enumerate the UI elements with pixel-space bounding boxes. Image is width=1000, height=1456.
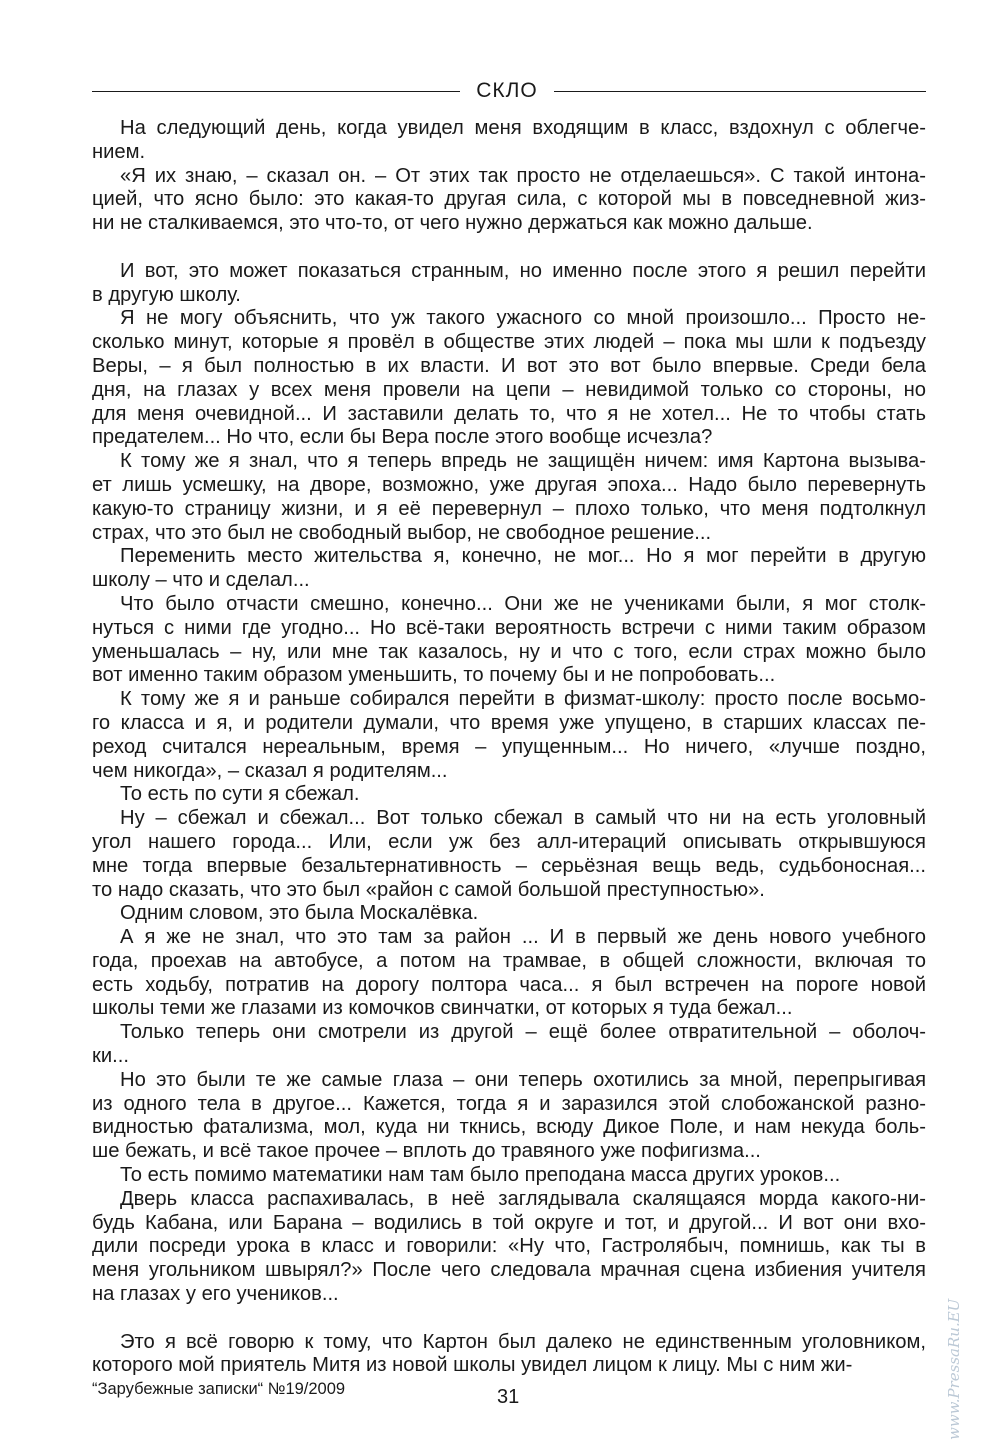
text-line: сколько минут, которые я провёл в обществе этих людей – пока мы шли к подъезду: [92, 331, 926, 354]
paragraph: [92, 117, 926, 165]
text-line: уменьшалась – ну, или мне так казалось, ну и что с того, если страх можно было: [92, 640, 926, 663]
text-line: страх, что это был не свободный выбор, не свободное решение...: [92, 521, 712, 544]
text-line: ет лишь усмешку, на дворе, возможно, уже другая эпоха... Надо было перевернуть: [92, 473, 926, 496]
paragraph: [92, 450, 926, 545]
text-line: А я же не знал, что это там за район ... И в первый же день нового учебного: [120, 926, 926, 949]
paragraph: [92, 1069, 926, 1164]
text-line: будь Кабана, или Барана – водились в той округе и тот, и другой... И вот они вхо-: [92, 1211, 926, 1234]
watermark: www.PressaRu.EU: [945, 1298, 963, 1440]
text-line: в другую школу.: [92, 283, 241, 306]
paragraph: [92, 165, 926, 236]
page-number: 31: [497, 1386, 520, 1408]
text-line: Дверь класса распахивалась, в неё заглядывала скалящаяся морда какого-ни-: [120, 1187, 926, 1210]
header-rule-left: [92, 91, 460, 92]
paragraph: [92, 1164, 926, 1188]
text-line: меня угольником швырял?» После чего следовала мрачная сцена избиения учителя: [92, 1259, 926, 1282]
text-line: Но это были те же самые глаза – они теперь охотились за мной, перепрыгивая: [120, 1068, 926, 1091]
paragraph: [92, 926, 926, 1021]
paragraph: [92, 307, 926, 450]
text-line: го класса и я, и родители думали, что время уже упущено, в старших классах пе-: [92, 711, 926, 734]
paragraph: [92, 1021, 926, 1069]
text-line: К тому же я и раньше собирался перейти в физмат-школу: просто после восьмо-: [120, 688, 926, 711]
text-line: школу – что и сделал...: [92, 569, 310, 592]
paragraph: [92, 688, 926, 783]
text-line: какую-то страницу жизни, и я её перевернул – плохо только, что меня подтолкнул: [92, 497, 926, 520]
text-line: видностью фатализма, мол, куда ни ткнись, всюду Дикое Поле, и нам некуда боль-: [92, 1116, 926, 1139]
text-line: дили посреди урока в класс и говорили: «Ну что, Гастролябыч, помнишь, как ты в: [92, 1235, 926, 1258]
text-line: школы теми же глазами из комочков свинчатки, от которых я туда бежал...: [92, 997, 793, 1020]
text-line: Что было отчасти смешно, конечно... Они же не учениками были, я мог столк-: [120, 592, 926, 615]
running-header: [92, 79, 926, 105]
text-line: есть ходьбу, потратив на дорогу полтора часа... я был встречен на пороге новой: [92, 973, 926, 996]
text-line: угол нашего города... Или, если уж без алл-итераций описывать открывшуюся: [92, 830, 926, 853]
paragraph: [92, 545, 926, 593]
text-line: вот именно таким образом уменьшить, то почему бы и не попробовать...: [92, 664, 776, 687]
paragraph: [92, 783, 926, 807]
text-line: Ну – сбежал и сбежал... Вот только сбежал в самый что ни на есть уголовный: [120, 807, 926, 830]
paragraph: [92, 1331, 926, 1379]
text-line: «Я их знаю, – сказал он. – От этих так просто не отделаешься». С такой интона-: [120, 164, 926, 187]
text-line: из одного тела в другое... Кажется, тогда я и заразился этой слобожанской разно-: [92, 1092, 926, 1115]
text-line: Я не могу объяснить, что уж такого ужасного со мной произошло... Просто не-: [120, 307, 926, 330]
article-body: [92, 117, 926, 1378]
text-line: Одним словом, это была Москалёвка.: [120, 902, 479, 925]
text-line: чем никогда», – сказал я родителям...: [92, 759, 448, 782]
header-title: СКЛО: [476, 79, 538, 102]
text-line: ни не сталкиваемся, это что-то, от чего нужно держаться как можно дальше.: [92, 212, 813, 235]
text-line: ше бежать, и всё такое прочее – вплоть до травяного уже пофигизма...: [92, 1140, 761, 1163]
text-line: Переменить место жительства я, конечно, не мог... Но я мог перейти в другую: [120, 545, 926, 568]
journal-name: “Зарубежные записки“ №19/2009: [92, 1380, 346, 1398]
text-line: которого мой приятель Митя из новой школы увидел лицом к лицу. Мы с ним жи-: [92, 1354, 853, 1377]
section-gap: [92, 236, 926, 260]
paragraph: [92, 902, 926, 926]
text-line: года, проехав на автобусе, а потом на трамвае, в общей сложности, включая то: [92, 949, 926, 972]
text-line: предателем... Но что, если бы Вера после этого вообще исчезла?: [92, 426, 713, 449]
text-line: нуться с ними где угодно... Но всё-таки вероятность встречи с ними таким образом: [92, 616, 926, 639]
text-line: для меня очевидной... И заставили делать то, что я не хотел... Не то чтобы стать: [92, 402, 926, 425]
section-gap: [92, 1307, 926, 1331]
text-line: цией, что ясно было: это какая-то другая сила, с которой мы в повседневной жиз-: [92, 188, 926, 211]
text-line: То есть помимо математики нам там было преподана масса других уроков...: [120, 1164, 841, 1187]
text-line: нием.: [92, 140, 146, 163]
text-line: на глазах у его учеников...: [92, 1283, 339, 1306]
text-line: Это я всё говорю к тому, что Картон был далеко не единственным уголовником,: [120, 1330, 926, 1353]
text-line: реход считался нереальным, время – упущенным... Но ничего, «лучше поздно,: [92, 735, 926, 758]
paragraph: [92, 1188, 926, 1307]
text-line: дня, на глазах у всех меня провели на цепи – невидимой только со стороны, но: [92, 378, 926, 401]
text-line: Только теперь они смотрели из другой – ещё более отвратительной – оболоч-: [120, 1021, 926, 1044]
text-line: то надо сказать, что это был «район с самой большой преступностью».: [92, 878, 765, 901]
paragraph: [92, 593, 926, 688]
text-line: То есть по сути я сбежал.: [120, 783, 360, 806]
text-line: ки...: [92, 1045, 129, 1068]
paragraph: [92, 807, 926, 902]
text-line: На следующий день, когда увидел меня входящим в класс, вздохнул с облегче-: [120, 117, 926, 139]
header-rule-right: [554, 91, 926, 92]
text-line: К тому же я знал, что я теперь впредь не защищён ничем: имя Картона вызыва-: [120, 450, 926, 473]
text-line: мне тогда впервые безальтернативность – серьёзная вещь ведь, судьбоносная...: [92, 854, 926, 877]
text-line: И вот, это может показаться странным, но именно после этого я решил перейти: [120, 259, 926, 282]
paragraph: [92, 260, 926, 308]
text-line: Веры, – я был полностью в их власти. И вот это вот было впервые. Среди бела: [92, 354, 926, 377]
